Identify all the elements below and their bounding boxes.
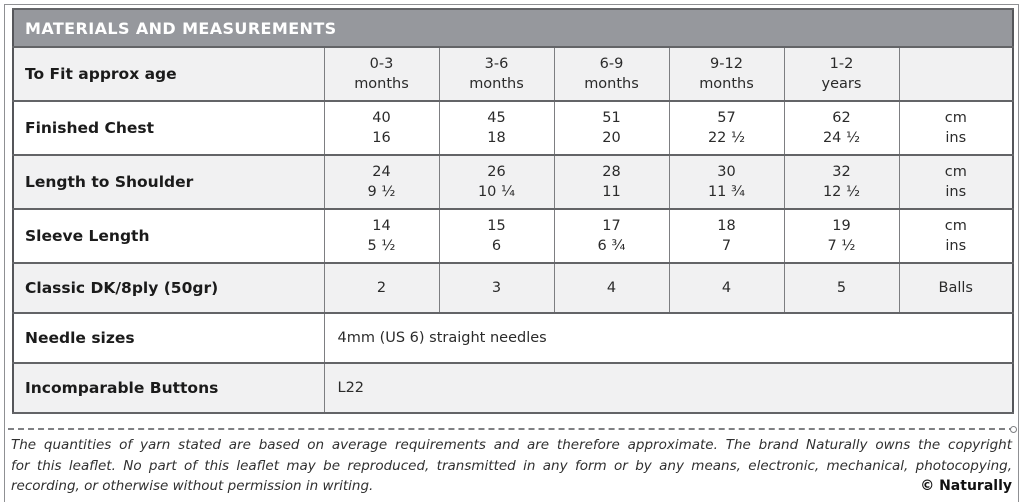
chest-unit-cell: cm ins bbox=[899, 101, 1013, 155]
row-label-sleeve-length: Sleeve Length bbox=[13, 209, 324, 263]
table-title-row bbox=[13, 9, 1013, 47]
copyright-note-line-1: The quantities of yarn stated are based on average requirements and are therefore approximate. The brand Naturally owns the copyright bbox=[11, 437, 1012, 453]
copyright-note bbox=[11, 435, 1012, 497]
row-label-length-to-shoulder: Length to Shoulder bbox=[13, 155, 324, 209]
yarn-cell-4: 4 bbox=[669, 263, 784, 313]
dashed-divider bbox=[8, 428, 1015, 430]
yarn-cell-2: 3 bbox=[439, 263, 554, 313]
length-cell-1: 24 9 ½ bbox=[324, 155, 439, 209]
table-title: MATERIALS AND MEASUREMENTS bbox=[13, 9, 1013, 47]
chest-cell-2: 45 18 bbox=[439, 101, 554, 155]
length-cell-4: 30 11 ¾ bbox=[669, 155, 784, 209]
length-cell-3: 28 11 bbox=[554, 155, 669, 209]
row-label-to-fit-age: To Fit approx age bbox=[13, 47, 324, 101]
age-unit-cell-empty bbox=[899, 47, 1013, 101]
row-yarn-quantity bbox=[13, 263, 1013, 313]
yarn-unit-cell: Balls bbox=[899, 263, 1013, 313]
copyright-note-line-3 bbox=[11, 476, 1012, 497]
chest-cell-5: 62 24 ½ bbox=[784, 101, 899, 155]
materials-measurements-table bbox=[12, 8, 1014, 414]
chest-cell-4: 57 22 ½ bbox=[669, 101, 784, 155]
row-needle-sizes bbox=[13, 313, 1013, 363]
chest-cell-1: 40 16 bbox=[324, 101, 439, 155]
sleeve-cell-3: 17 6 ¾ bbox=[554, 209, 669, 263]
copyright-note-line-2: for this leaflet. No part of this leaflet may be reproduced, transmitted in any form or by any means, electronic, mechanical, photocopying, bbox=[11, 457, 1012, 474]
age-cell-9-12: 9-12 months bbox=[669, 47, 784, 101]
yarn-cell-5: 5 bbox=[784, 263, 899, 313]
sleeve-unit-cell: cm ins bbox=[899, 209, 1013, 263]
row-buttons bbox=[13, 363, 1013, 413]
row-label-needle-sizes: Needle sizes bbox=[13, 313, 324, 363]
yarn-cell-3: 4 bbox=[554, 263, 669, 313]
row-to-fit-age bbox=[13, 47, 1013, 101]
age-cell-6-9: 6-9 months bbox=[554, 47, 669, 101]
age-cell-0-3: 0-3 months bbox=[324, 47, 439, 101]
chest-cell-3: 51 20 bbox=[554, 101, 669, 155]
length-unit-cell: cm ins bbox=[899, 155, 1013, 209]
row-length-to-shoulder bbox=[13, 155, 1013, 209]
copyright-note-line-3-text: recording, or otherwise without permission in writing. bbox=[11, 478, 374, 494]
row-label-finished-chest: Finished Chest bbox=[13, 101, 324, 155]
row-finished-chest bbox=[13, 101, 1013, 155]
needle-sizes-value: 4mm (US 6) straight needles bbox=[324, 313, 1013, 363]
length-cell-2: 26 10 ¼ bbox=[439, 155, 554, 209]
sleeve-cell-1: 14 5 ½ bbox=[324, 209, 439, 263]
sleeve-cell-2: 15 6 bbox=[439, 209, 554, 263]
row-label-yarn: Classic DK/8ply (50gr) bbox=[13, 263, 324, 313]
buttons-value: L22 bbox=[324, 363, 1013, 413]
sleeve-cell-4: 18 7 bbox=[669, 209, 784, 263]
leaflet-page bbox=[4, 4, 1019, 502]
yarn-cell-1: 2 bbox=[324, 263, 439, 313]
copyright-brand: © Naturally bbox=[920, 478, 1012, 494]
row-sleeve-length bbox=[13, 209, 1013, 263]
row-label-buttons: Incomparable Buttons bbox=[13, 363, 324, 413]
sleeve-cell-5: 19 7 ½ bbox=[784, 209, 899, 263]
length-cell-5: 32 12 ½ bbox=[784, 155, 899, 209]
age-cell-1-2: 1-2 years bbox=[784, 47, 899, 101]
age-cell-3-6: 3-6 months bbox=[439, 47, 554, 101]
